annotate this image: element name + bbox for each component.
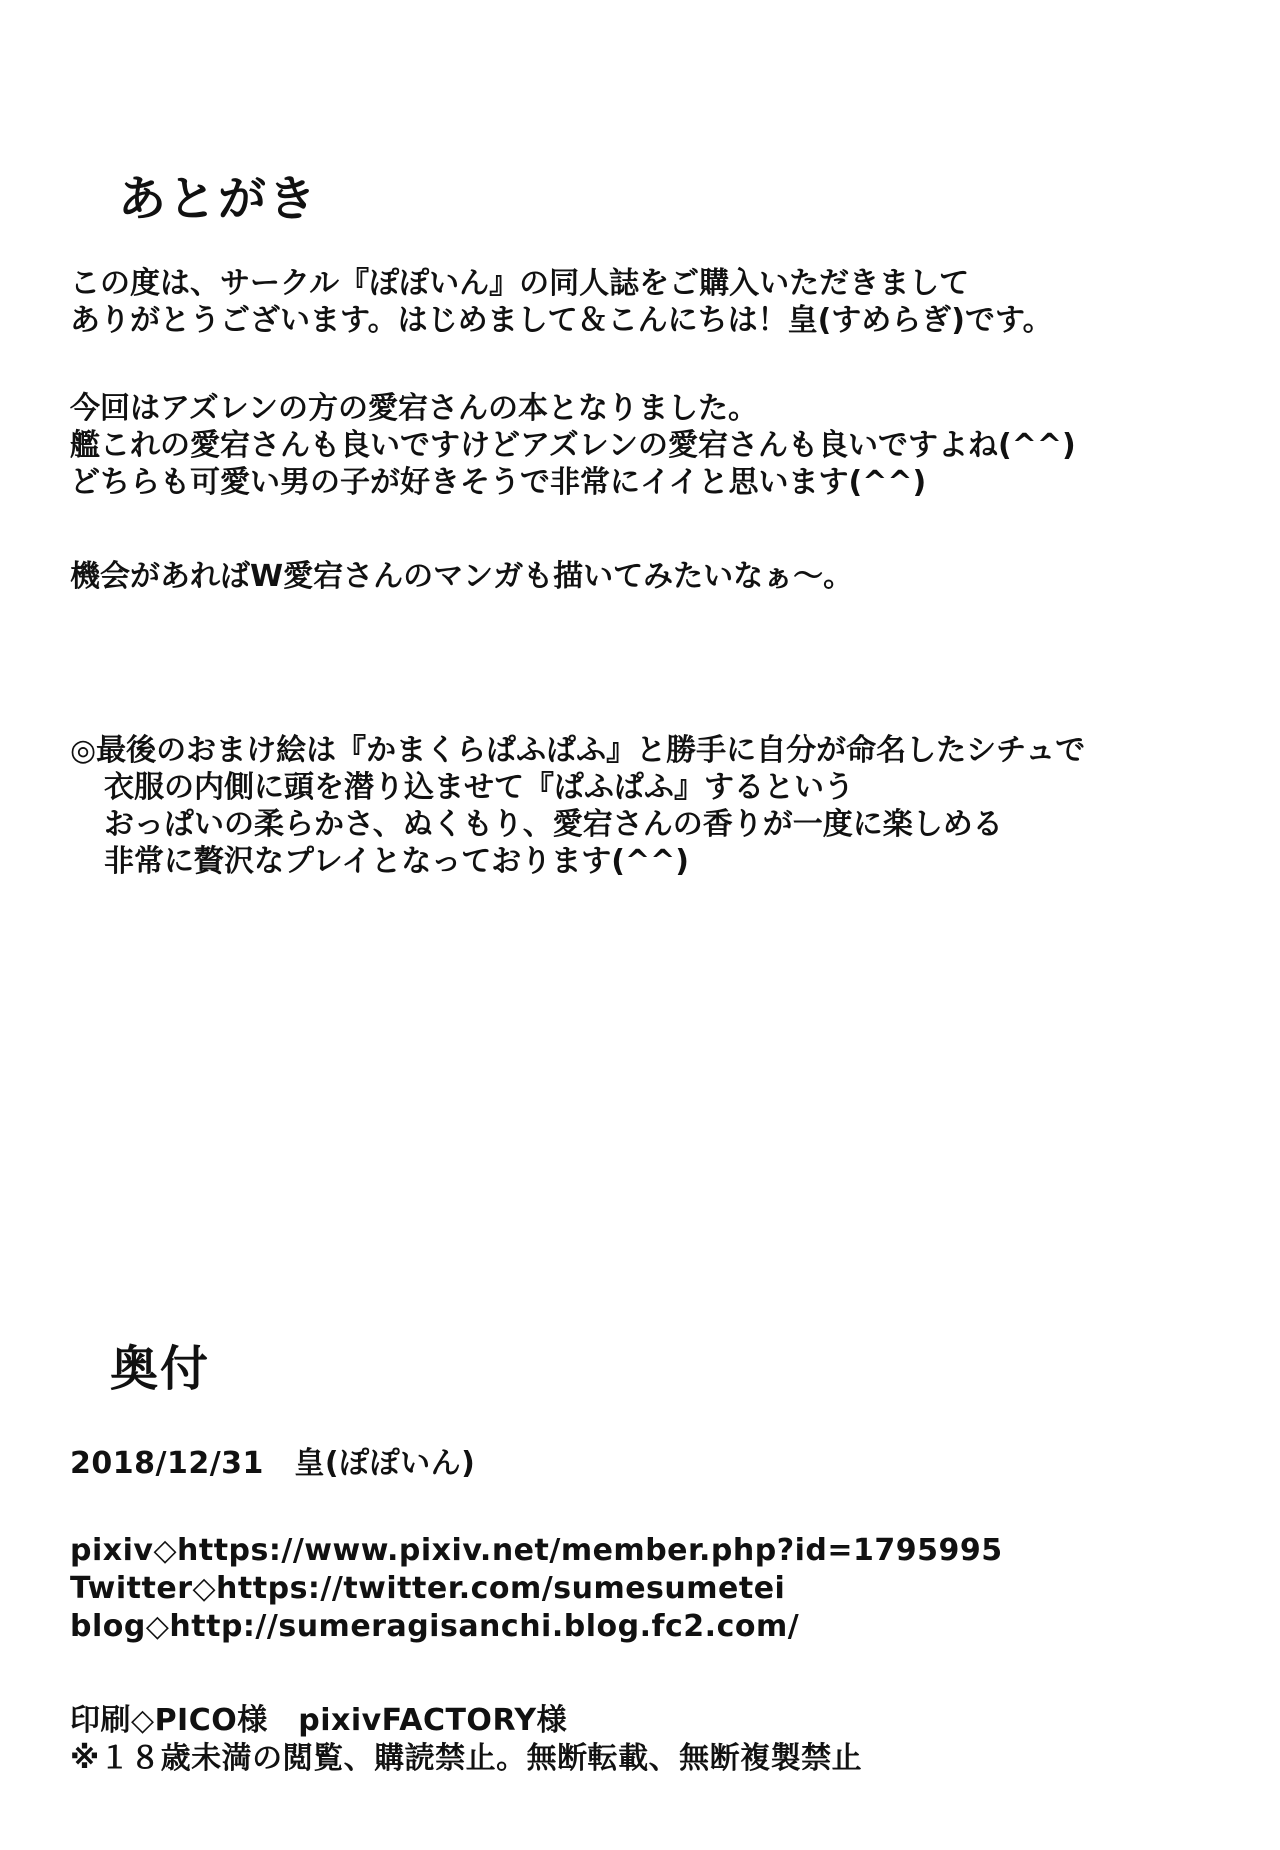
note-line: 衣服の内側に頭を潜り込ませて『ぱふぱふ』するという [104,770,854,805]
afterword-line: 今回はアズレンの方の愛宕さんの本となりました。 [70,391,759,426]
age-restriction-warning: ※１８歳未満の閲覧、購読禁止。無断転載、無断複製禁止 [70,1741,863,1776]
pixiv-link: pixiv◇https://www.pixiv.net/member.php?id=1795995 [70,1533,1003,1568]
colophon-heading: 奥付 [110,1341,211,1397]
afterword-paragraph-2 [70,390,1076,501]
afterword-line: どちらも可愛い男の子が好きそうで非常にイイと思います(^^) [70,465,927,500]
printer-info [70,1702,862,1778]
note-line: 非常に贅沢なプレイとなっております(^^) [104,844,689,879]
publication-date-author [70,1445,475,1483]
afterword-line: 艦これの愛宕さんも良いですけどアズレンの愛宕さんも良いですよね(^^) [70,428,1076,463]
blog-link: blog◇http://sumeragisanchi.blog.fc2.com/ [70,1609,800,1644]
afterword-paragraph-3 [70,558,853,595]
note-line: おっぱいの柔らかさ、ぬくもり、愛宕さんの香りが一度に楽しめる [104,807,1003,842]
printer-line: 印刷◇PICO様 pixivFACTORY様 [70,1703,568,1738]
note-line: ◎最後のおまけ絵は『かまくらぱふぱふ』と勝手に自分が命名したシチュで [70,733,1086,768]
author-links [70,1532,1003,1646]
bonus-illustration-note [70,732,1085,880]
afterword-line: 機会があればW愛宕さんのマンガも描いてみたいなぁ～。 [70,559,854,594]
twitter-link: Twitter◇https://twitter.com/sumesumetei [70,1571,786,1606]
afterword-line: この度は、サークル『ぽぽいん』の同人誌をご購入いただきまして [70,266,970,301]
afterword-paragraph-1 [70,265,1053,339]
date-author-line: 2018/12/31 皇(ぽぽいん) [70,1446,476,1481]
afterword-line: ありがとうございます。はじめまして＆こんにちは！皇(すめらぎ)です。 [70,303,1053,338]
afterword-heading: あとがき [118,171,319,227]
